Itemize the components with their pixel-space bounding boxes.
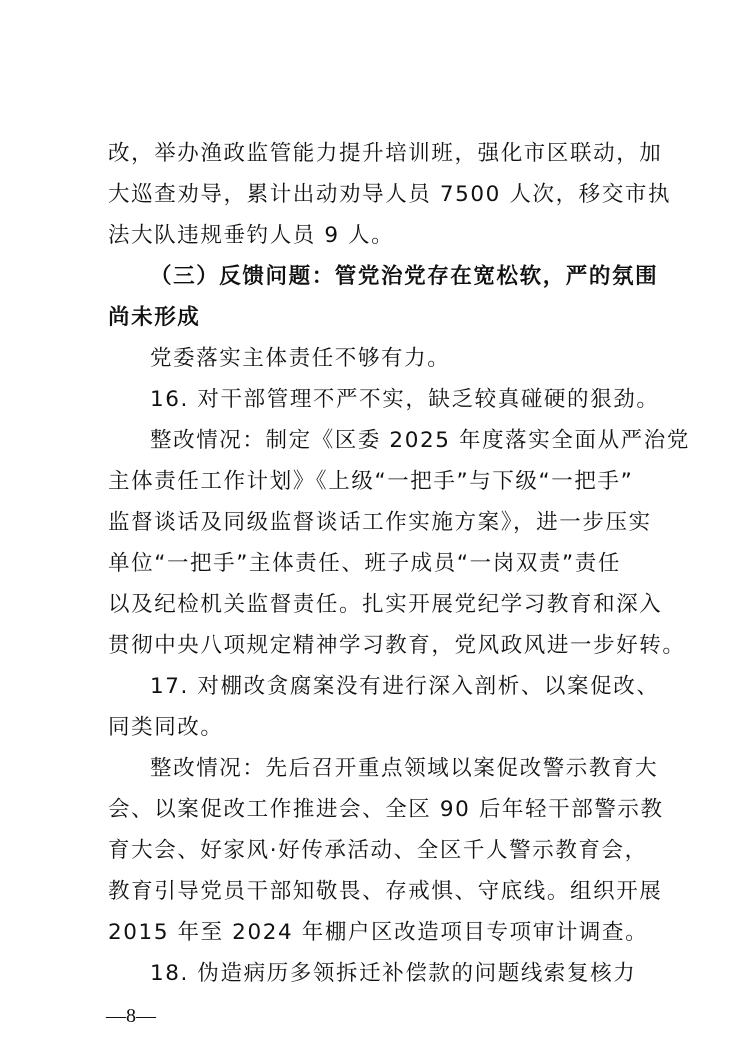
problem-item-line: 17. 对棚改贪腐案没有进行深入剖析、以案促改、: [150, 674, 660, 699]
problem-item-line: 16. 对干部管理不严不实，缺乏较真碰硬的狠劲。: [150, 387, 660, 412]
body-text-line: 2015 年至 2024 年棚户区改造项目专项审计调查。: [108, 920, 649, 945]
body-text-line: 单位“一把手”主体责任、班子成员“一岗双责”责任: [108, 551, 621, 576]
page-number: —8—: [106, 1005, 156, 1027]
section-heading-line: 尚未形成: [108, 305, 201, 330]
body-text-line: 主体责任工作计划》《上级“一把手”与下级“一把手”: [108, 469, 634, 494]
rectification-line: 整改情况：先后召开重点领域以案促改警示教育大: [150, 756, 659, 781]
body-text-line: 贯彻中央八项规定精神学习教育，党风政风进一步好转。: [108, 633, 686, 658]
body-text-line: 法大队违规垂钓人员 9 人。: [108, 223, 395, 248]
body-text-line: 教育引导党员干部知敬畏、存戒惧、守底线。组织开展: [108, 879, 663, 904]
body-text-line: 育大会、好家风·好传承活动、全区千人警示教育会，: [108, 838, 648, 863]
body-text-line: 党委落实主体责任不够有力。: [150, 346, 451, 371]
problem-item-line: 18. 伪造病历多领拆迁补偿款的问题线索复核力: [150, 961, 637, 986]
body-text-line: 改，举办渔政监管能力提升培训班，强化市区联动，加: [108, 141, 663, 166]
body-text-line: 大巡查劝导，累计出动劝导人员 7500 人次，移交市执: [108, 182, 672, 207]
rectification-line: 整改情况：制定《区委 2025 年度落实全面从严治党: [150, 428, 690, 453]
body-text-line: 会、以案促改工作推进会、全区 90 后年轻干部警示教: [108, 797, 664, 822]
body-text-line: 同类同改。: [108, 715, 224, 740]
body-text-line: 监督谈话及同级监督谈话工作实施方案》，进一步压实: [108, 510, 652, 535]
section-heading-line: （三）反馈问题：管党治党存在宽松软，严的氛围: [150, 264, 659, 289]
body-text-line: 以及纪检机关监督责任。扎实开展党纪学习教育和深入: [108, 592, 663, 617]
